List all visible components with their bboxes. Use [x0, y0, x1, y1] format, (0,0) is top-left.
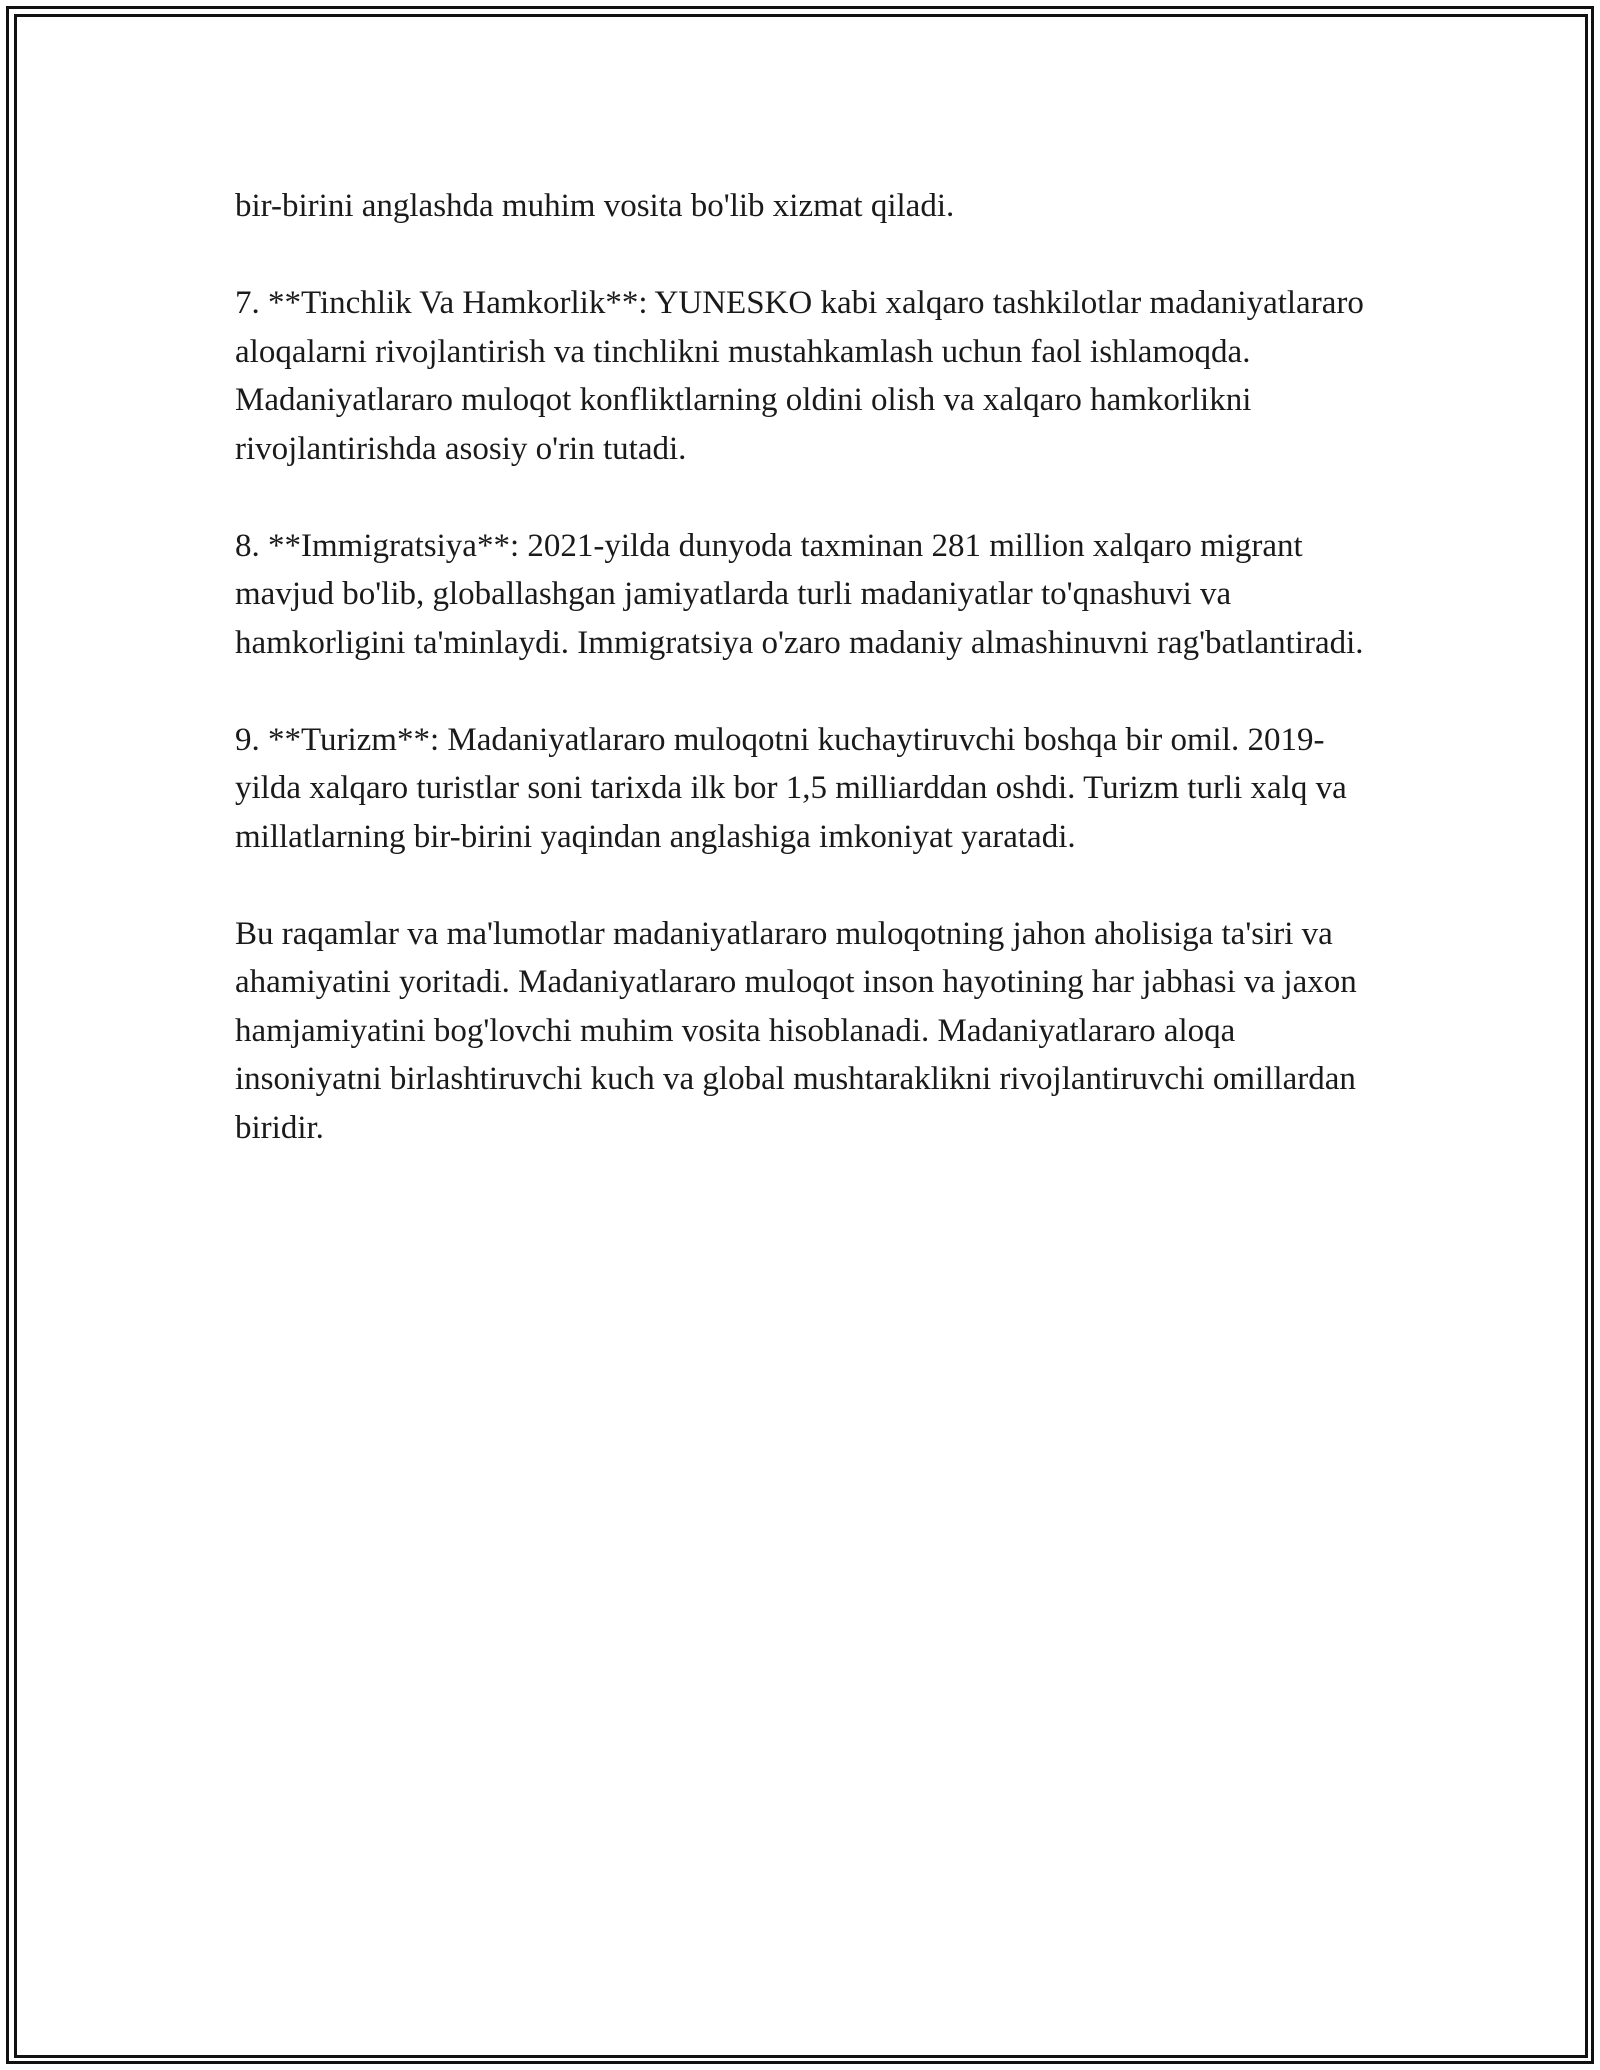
paragraph-item-8: 8. **Immigratsiya**: 2021-yilda dunyoda taxminan 281 million xalqaro migrant mavjud bo'lib, globallashgan jamiyatlarda turli madaniyatlar to'qnashuvi va hamkorligini ta'minlaydi. Immigratsiya o'zaro madaniy almashinuvni rag'batlantiradi.: [235, 527, 1364, 661]
paragraph-continuation: bir-birini anglashda muhim vosita bo'lib xizmat qiladi.: [235, 188, 955, 224]
paragraph-conclusion: Bu raqamlar va ma'lumotlar madaniyatlararo muloqotning jahon aholisiga ta'siri va ahamiyatini yoritadi. Madaniyatlararo muloqot inson hayotining har jabhasi va jaxon hamjamiyatini bog'lovchi muhim vosita hisoblanadi. Madaniyatlararo aloqa insoniyatni birlashtiruvchi kuch va global mushtaraklikni rivojlantiruvchi omillardan biridir.: [235, 915, 1357, 1146]
document-body: [235, 182, 1375, 1201]
paragraph-item-9: 9. **Turizm**: Madaniyatlararo muloqotni kuchaytiruvchi boshqa bir omil. 2019-yilda xalqaro turistlar soni tarixda ilk bor 1,5 milliarddan oshdi. Turizm turli xalq va millatlarning bir-birini yaqindan anglashiga imkoniyat yaratadi.: [235, 721, 1347, 855]
paragraph-item-7: 7. **Tinchlik Va Hamkorlik**: YUNESKO kabi xalqaro tashkilotlar madaniyatlararo aloqalarni rivojlantirish va tinchlikni mustahkamlash uchun faol ishlamoqda. Madaniyatlararo muloqot konfliktlarning oldini olish va xalqaro hamkorlikni rivojlantirishda asosiy o'rin tutadi.: [235, 285, 1364, 467]
